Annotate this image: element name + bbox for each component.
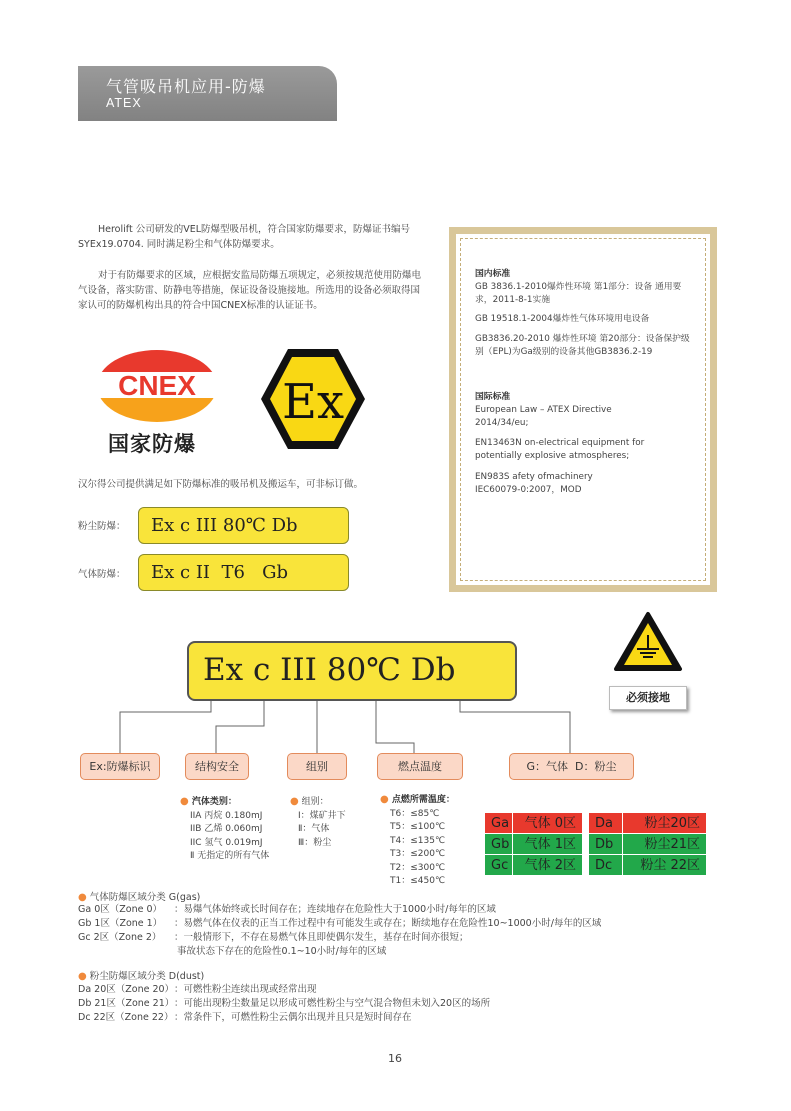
mark-breakdown-code: Ex c III 80℃ Db (187, 641, 517, 701)
list-item: T4：≤135℃ (390, 835, 446, 846)
page-number: 16 (388, 1052, 402, 1065)
dust-mark-code: Ex c III 80℃ Db (138, 507, 349, 544)
section-header (78, 66, 337, 121)
intro-paragraph-2: 对于有防爆要求的区域，应根据安监局防爆五项规定，必须按规范使用防爆电气设备，落实防雷、防静电等措施，保证设备设施接地。所选用的设备必须取得国家认可的防爆机构出具的符合中国CNEX标准的认证证书。 (78, 270, 422, 311)
list-item: T2：≤300℃ (390, 862, 446, 873)
dust-zone-line: Da 20区（Zone 20）：可燃性粉尘连续出现或经常出现 (78, 984, 317, 995)
list-item: T6：≤85℃ (390, 808, 440, 819)
group-list: ● 组别： Ⅰ：煤矿井下 Ⅱ：气体 Ⅲ：粉尘 (290, 795, 346, 850)
gas-zone-title: ● 气体防爆区域分类 G(gas) (78, 892, 201, 903)
list-item: T5：≤100℃ (390, 822, 446, 832)
gas-mark-code: Ex c II T6 Gb (138, 554, 349, 591)
domestic-standard-3: GB3836.20-2010 爆炸性环境 第20部分：设备保护级别（EPL)为Ga级别的设备其他GB3836.2-19 (475, 334, 690, 357)
domestic-standards-title: 国内标准 (475, 269, 511, 279)
ex-hexagon-logo (258, 346, 368, 452)
intl-standards-title: 国际标准 (475, 392, 511, 402)
gas-zone-line: Gc 2区（Zone 2） ：一般情形下，不存在易燃气体且即使偶尔发生，基存在时间亦很短； (78, 932, 469, 943)
list-item: T1：≤450℃ (390, 876, 446, 886)
gas-zone-line: Gb 1区（Zone 1） ：易燃气体在仪表的正当工作过程中有可能发生或存在；断续地存在危险性10~1000小时/每年的区域 (78, 918, 602, 929)
cnex-logo-text: CNEX (118, 370, 196, 401)
list-item: Ⅲ：粉尘 (298, 837, 332, 848)
bullet-dot: ● (380, 794, 389, 805)
gas-zone-line: 事故状态下存在的危险性0.1~10小时/每年的区域 (174, 946, 387, 957)
label-box-structure: 结构安全 (185, 753, 249, 780)
dust-zone-line: Dc 22区（Zone 22）：常条件下，可燃性粉尘云偶尔出现并且只是短时间存在 (78, 1012, 412, 1023)
zone-grid (485, 813, 707, 876)
intl-standard-2: EN13463N on-electrical equipment for potentially explosive atmospheres; (475, 438, 645, 461)
grounding-warning-icon (613, 611, 683, 673)
cnex-caption: 国家防爆 (108, 432, 196, 456)
gas-zone-line: Ga 0区（Zone 0） ：易爆气体始终或长时间存在；连续地存在危险性大于1000小时/每年的区域 (78, 904, 496, 915)
section-title: 气管吸吊机应用-防爆 (106, 77, 266, 96)
list-item: Ⅰ：煤矿井下 (298, 810, 346, 821)
list-item: IIA 丙烷 0.180mJ (190, 810, 263, 821)
gas-mark-label: 气体防爆： (78, 569, 126, 580)
list-item: IIC 氢气 0.019mJ (190, 837, 263, 848)
grounding-caption: 必须接地 (609, 686, 687, 710)
provide-statement: 汉尔得公司提供满足如下防爆标准的吸吊机及搬运车，可非标订做。 (78, 479, 364, 490)
list-item: Ⅱ：气体 (298, 824, 330, 834)
list-item: IIB 乙烯 0.060mJ (190, 824, 263, 834)
list-item: Ⅱ 无指定的所有气体 (190, 851, 270, 861)
intl-standard-3: EN983S afety ofmachinery IEC60079-0:2007，MOD (475, 472, 593, 495)
bullet-dot: ● (290, 796, 299, 807)
zone-row: Gb 气体 1区 Db 粉尘21区 (485, 834, 707, 855)
label-box-group: 组别 (287, 753, 347, 780)
zone-row: Gc 气体 2区 Dc 粉尘 22区 (485, 855, 707, 876)
intl-standard-1: European Law – ATEX Directive 2014/34/eu; (475, 405, 612, 428)
label-box-gas-dust: G：气体 D：粉尘 (509, 753, 634, 780)
intro-paragraph-1: Herolift 公司研发的VEL防爆型吸吊机，符合国家防爆要求，防爆证书编号SYEx19.0704. 同时满足粉尘和气体防爆要求。 (78, 224, 410, 250)
dust-mark-label: 粉尘防爆： (78, 521, 126, 532)
domestic-standard-2: GB 19518.1-2004爆炸性气体环境用电设备 (475, 314, 650, 324)
list-item: T3：≤200℃ (390, 849, 446, 859)
zone-row: Ga 气体 0区 Da 粉尘20区 (485, 813, 707, 834)
bullet-dot: ● (78, 971, 87, 982)
gas-class-list: ● 汽体类别： IIA 丙烷 0.180mJ IIB 乙烯 0.060mJ IIC 氢气 0.019mJ Ⅱ 无指定的所有气体 (180, 795, 269, 864)
section-subtitle: ATEX (106, 96, 142, 110)
dust-zone-line: Db 21区（Zone 21）：可能出现粉尘数量足以形成可燃性粉尘与空气混合物但未划入20区的场所 (78, 998, 491, 1009)
label-box-temperature: 燃点温度 (377, 753, 463, 780)
bullet-dot: ● (180, 796, 189, 807)
ex-logo-text: Ex (281, 374, 345, 430)
dust-zone-title: ● 粉尘防爆区域分类 D(dust) (78, 971, 205, 982)
domestic-standard-1: GB 3836.1-2010爆炸性环境 第1部分：设备 通用要求，2011-8-1实施 (475, 282, 682, 305)
bullet-dot: ● (78, 892, 87, 903)
ignition-temperature-list: ● 点燃所需温度： T6：≤85℃ T5：≤100℃ T4：≤135℃ T3：≤200℃ T2：≤300℃ T1：≤450℃ (380, 793, 455, 889)
label-box-ex-mark: Ex:防爆标识 (80, 753, 160, 780)
